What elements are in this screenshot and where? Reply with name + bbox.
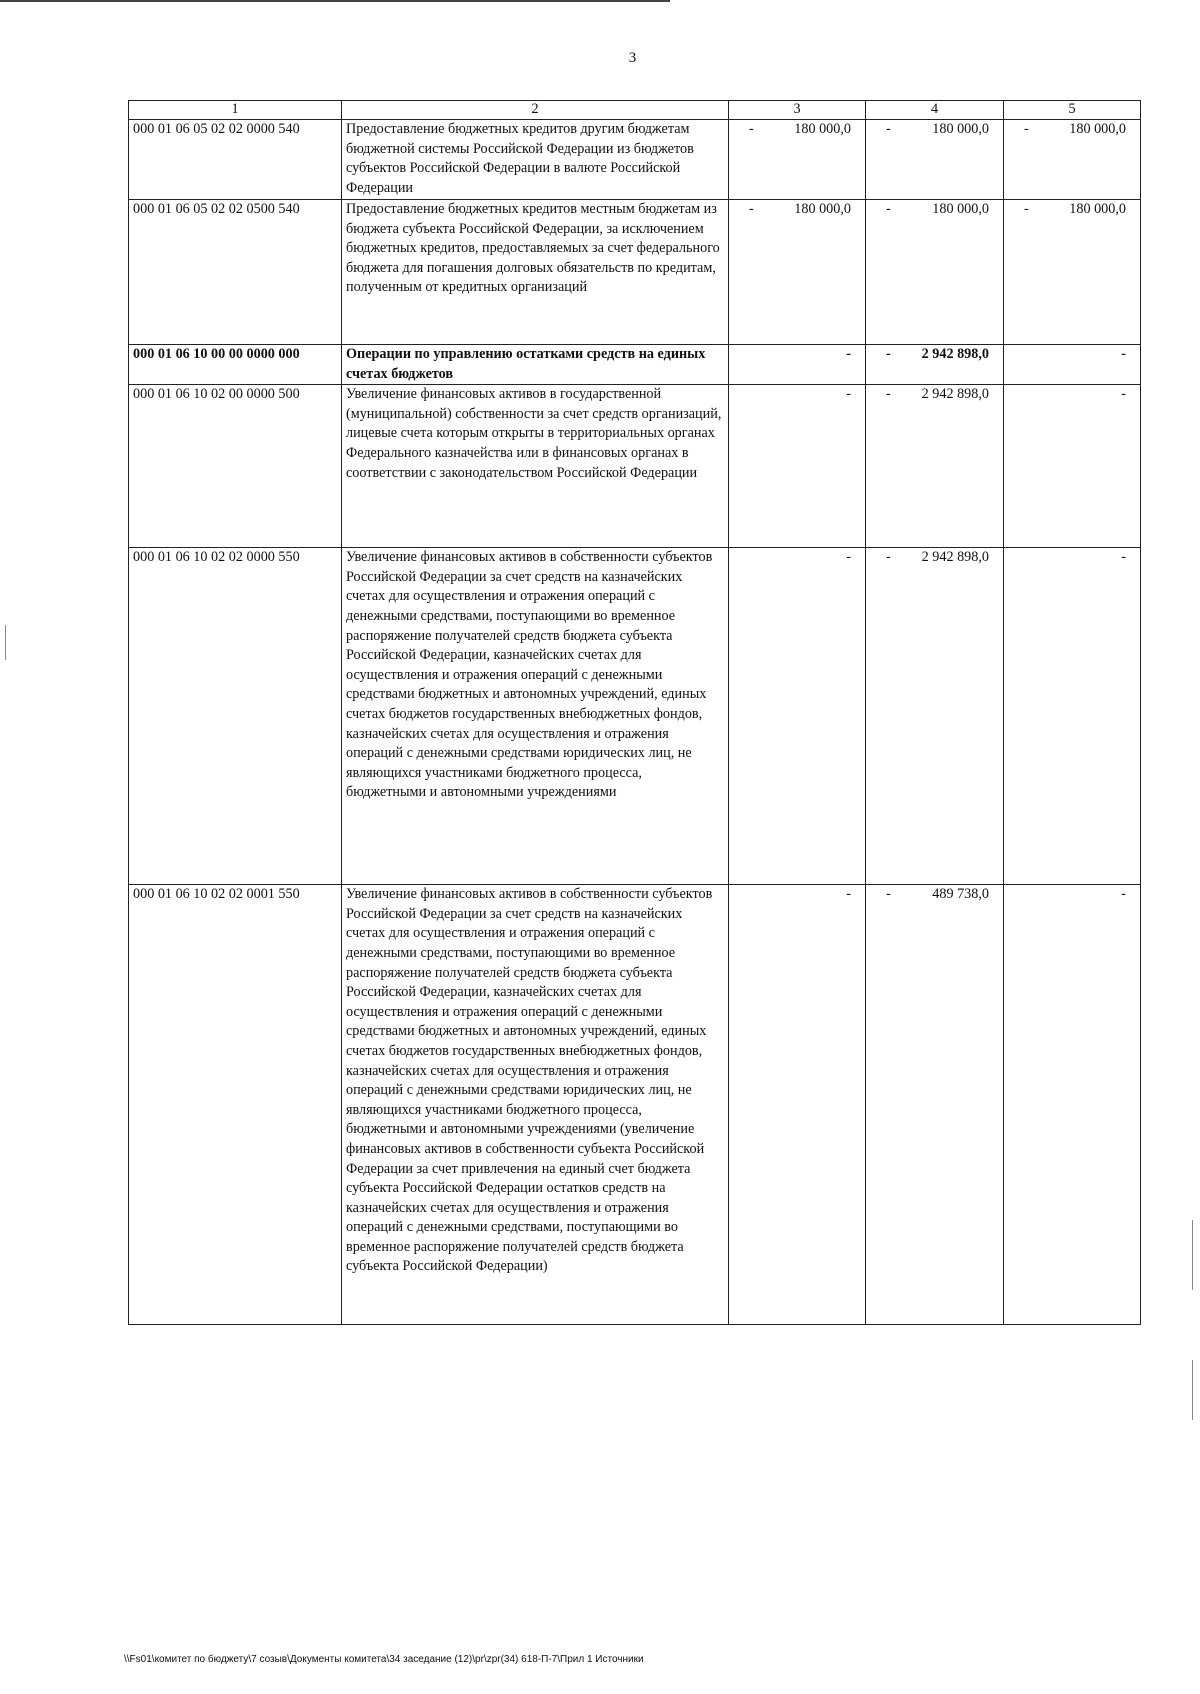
- amount-value: 180 000,0: [794, 121, 851, 137]
- header-col-1: 1: [129, 101, 342, 120]
- page-number: 3: [628, 50, 637, 66]
- description-cell: Увеличение финансовых активов в собственности субъектов Российской Федерации за счет средств на казначейских счетах для осуществления и отражения операций с денежными средствами, поступающими во временное распоряжение получателей средств бюджета субъекта Российской Федерации, казначейских счетах для осуществления и отражения операций с денежными средствами бюджетных и автономных учреждений, единых счетах бюджетов государственных внебюджетных фондов, казначейских счетах для осуществления и отражения операций с денежными средствами юридических лиц, не являющихся участниками бюджетного процесса, бюджетными и автономными учреждениями: [342, 548, 729, 885]
- sign-mark: [749, 885, 759, 905]
- sign-mark: -: [1024, 201, 1029, 217]
- sign-mark: -: [886, 346, 891, 362]
- footer-file-path: \\Fs01\комитет по бюджету\7 созыв\Документы комитета\34 заседание (12)\pr\zpr(34) 618-П-7\Прил 1 Источники: [124, 1654, 644, 1665]
- budget-code-cell: 000 01 06 10 02 00 0000 500: [129, 385, 342, 548]
- sign-mark: -: [749, 121, 754, 137]
- description-cell: Увеличение финансовых активов в государственной (муниципальной) собственности за счет средств организаций, лицевые счета которым открыты в территориальных органах Федерального казначейства или в финансовых органах в соответствии с законодательством Российской Федерации: [342, 385, 729, 548]
- sign-mark: [1024, 548, 1034, 568]
- amount-value: 2 942 898,0: [921, 346, 989, 362]
- amount-value: 180 000,0: [932, 201, 989, 217]
- budget-code-cell: 000 01 06 10 00 00 0000 000: [129, 345, 342, 385]
- amount-value: 489 738,0: [932, 886, 989, 903]
- amount-value: 180 000,0: [1069, 121, 1126, 137]
- table-row: [129, 120, 1141, 200]
- description-cell: Увеличение финансовых активов в собственности субъектов Российской Федерации за счет средств на казначейских счетах для осуществления и отражения операций с денежными средствами, поступающими во временное распоряжение получателей средств бюджета субъекта Российской Федерации, казначейских счетах для осуществления и отражения операций с денежными средствами бюджетных и автономных учреждений, единых счетах бюджетов государственных внебюджетных фондов, казначейских счетах для осуществления и отражения операций с денежными средствами юридических лиц, не являющихся участниками бюджетного процесса, бюджетными и автономными учреждениями (увеличение финансовых активов в собственности субъекта Российской Федерации за счет привлечения на единый счет бюджета субъекта Российской Федерации остатков средств на казначейских счетах для осуществления и отражения операций с денежными средствами, поступающими во временное распоряжение получателей средств бюджета субъекта Российской Федерации): [342, 885, 729, 1325]
- amount-value: -: [1121, 549, 1126, 566]
- header-col-5: 5: [1004, 101, 1141, 120]
- top-rule: [0, 0, 670, 2]
- table-body: [129, 120, 1141, 1325]
- table-row: [129, 885, 1141, 1325]
- amount-cell-col4: [866, 120, 1004, 200]
- amount-cell-col4: [866, 385, 1004, 548]
- description-cell: Предоставление бюджетных кредитов другим бюджетам бюджетной системы Российской Федерации из бюджетов субъектов Российской Федерации в валюте Российской Федерации: [342, 120, 729, 200]
- amount-value: 2 942 898,0: [921, 549, 989, 566]
- scan-mark: [1192, 1360, 1193, 1420]
- amount-cell-col3: [729, 885, 866, 1325]
- amount-cell-col5: [1004, 345, 1141, 385]
- sign-mark: -: [886, 201, 891, 217]
- amount-value: 180 000,0: [794, 201, 851, 217]
- budget-code-cell: 000 01 06 05 02 02 0000 540: [129, 120, 342, 200]
- sign-mark: [1024, 345, 1034, 365]
- scan-mark: [5, 625, 6, 660]
- amount-value: 180 000,0: [932, 121, 989, 137]
- amount-cell-col4: [866, 200, 1004, 345]
- amount-cell-col5: [1004, 200, 1141, 345]
- sign-mark: [1024, 385, 1034, 405]
- table-row: [129, 385, 1141, 548]
- amount-cell-col4: [866, 548, 1004, 885]
- amount-value: -: [1121, 386, 1126, 403]
- amount-value: 180 000,0: [1069, 201, 1126, 217]
- budget-code-cell: 000 01 06 05 02 02 0500 540: [129, 200, 342, 345]
- sign-mark: -: [886, 121, 891, 137]
- sign-mark: [1024, 885, 1034, 905]
- budget-code-cell: 000 01 06 10 02 02 0001 550: [129, 885, 342, 1325]
- amount-cell-col5: [1004, 120, 1141, 200]
- sign-mark: -: [749, 201, 754, 217]
- amount-value: -: [1121, 886, 1126, 903]
- amount-value: -: [846, 346, 851, 362]
- header-col-2: 2: [342, 101, 729, 120]
- amount-value: 2 942 898,0: [921, 386, 989, 403]
- budget-sources-table: [128, 100, 1141, 1325]
- table-row: [129, 345, 1141, 385]
- amount-cell-col3: [729, 385, 866, 548]
- amount-cell-col4: [866, 885, 1004, 1325]
- sign-mark: -: [886, 386, 891, 403]
- table-header-row: [129, 101, 1141, 120]
- header-col-4: 4: [866, 101, 1004, 120]
- amount-value: -: [1121, 346, 1126, 362]
- amount-cell-col5: [1004, 548, 1141, 885]
- amount-cell-col5: [1004, 385, 1141, 548]
- description-cell: Операции по управлению остатками средств на единых счетах бюджетов: [342, 345, 729, 385]
- sign-mark: -: [886, 886, 891, 903]
- amount-cell-col3: [729, 120, 866, 200]
- amount-value: -: [846, 386, 851, 403]
- amount-value: -: [846, 549, 851, 566]
- sign-mark: [749, 548, 759, 568]
- sign-mark: [749, 385, 759, 405]
- amount-cell-col5: [1004, 885, 1141, 1325]
- budget-code-cell: 000 01 06 10 02 02 0000 550: [129, 548, 342, 885]
- header-col-3: 3: [729, 101, 866, 120]
- sign-mark: -: [886, 549, 891, 566]
- scan-mark: [1192, 1220, 1193, 1290]
- amount-cell-col3: [729, 200, 866, 345]
- sign-mark: -: [1024, 121, 1029, 137]
- table-row: [129, 548, 1141, 885]
- sign-mark: [749, 345, 759, 365]
- amount-value: -: [846, 886, 851, 903]
- table-row: [129, 200, 1141, 345]
- amount-cell-col4: [866, 345, 1004, 385]
- amount-cell-col3: [729, 548, 866, 885]
- description-cell: Предоставление бюджетных кредитов местным бюджетам из бюджета субъекта Российской Федерации, за исключением бюджетных кредитов, предоставляемых за счет федерального бюджета для погашения долговых обязательств по кредитам, полученным от кредитных организаций: [342, 200, 729, 345]
- amount-cell-col3: [729, 345, 866, 385]
